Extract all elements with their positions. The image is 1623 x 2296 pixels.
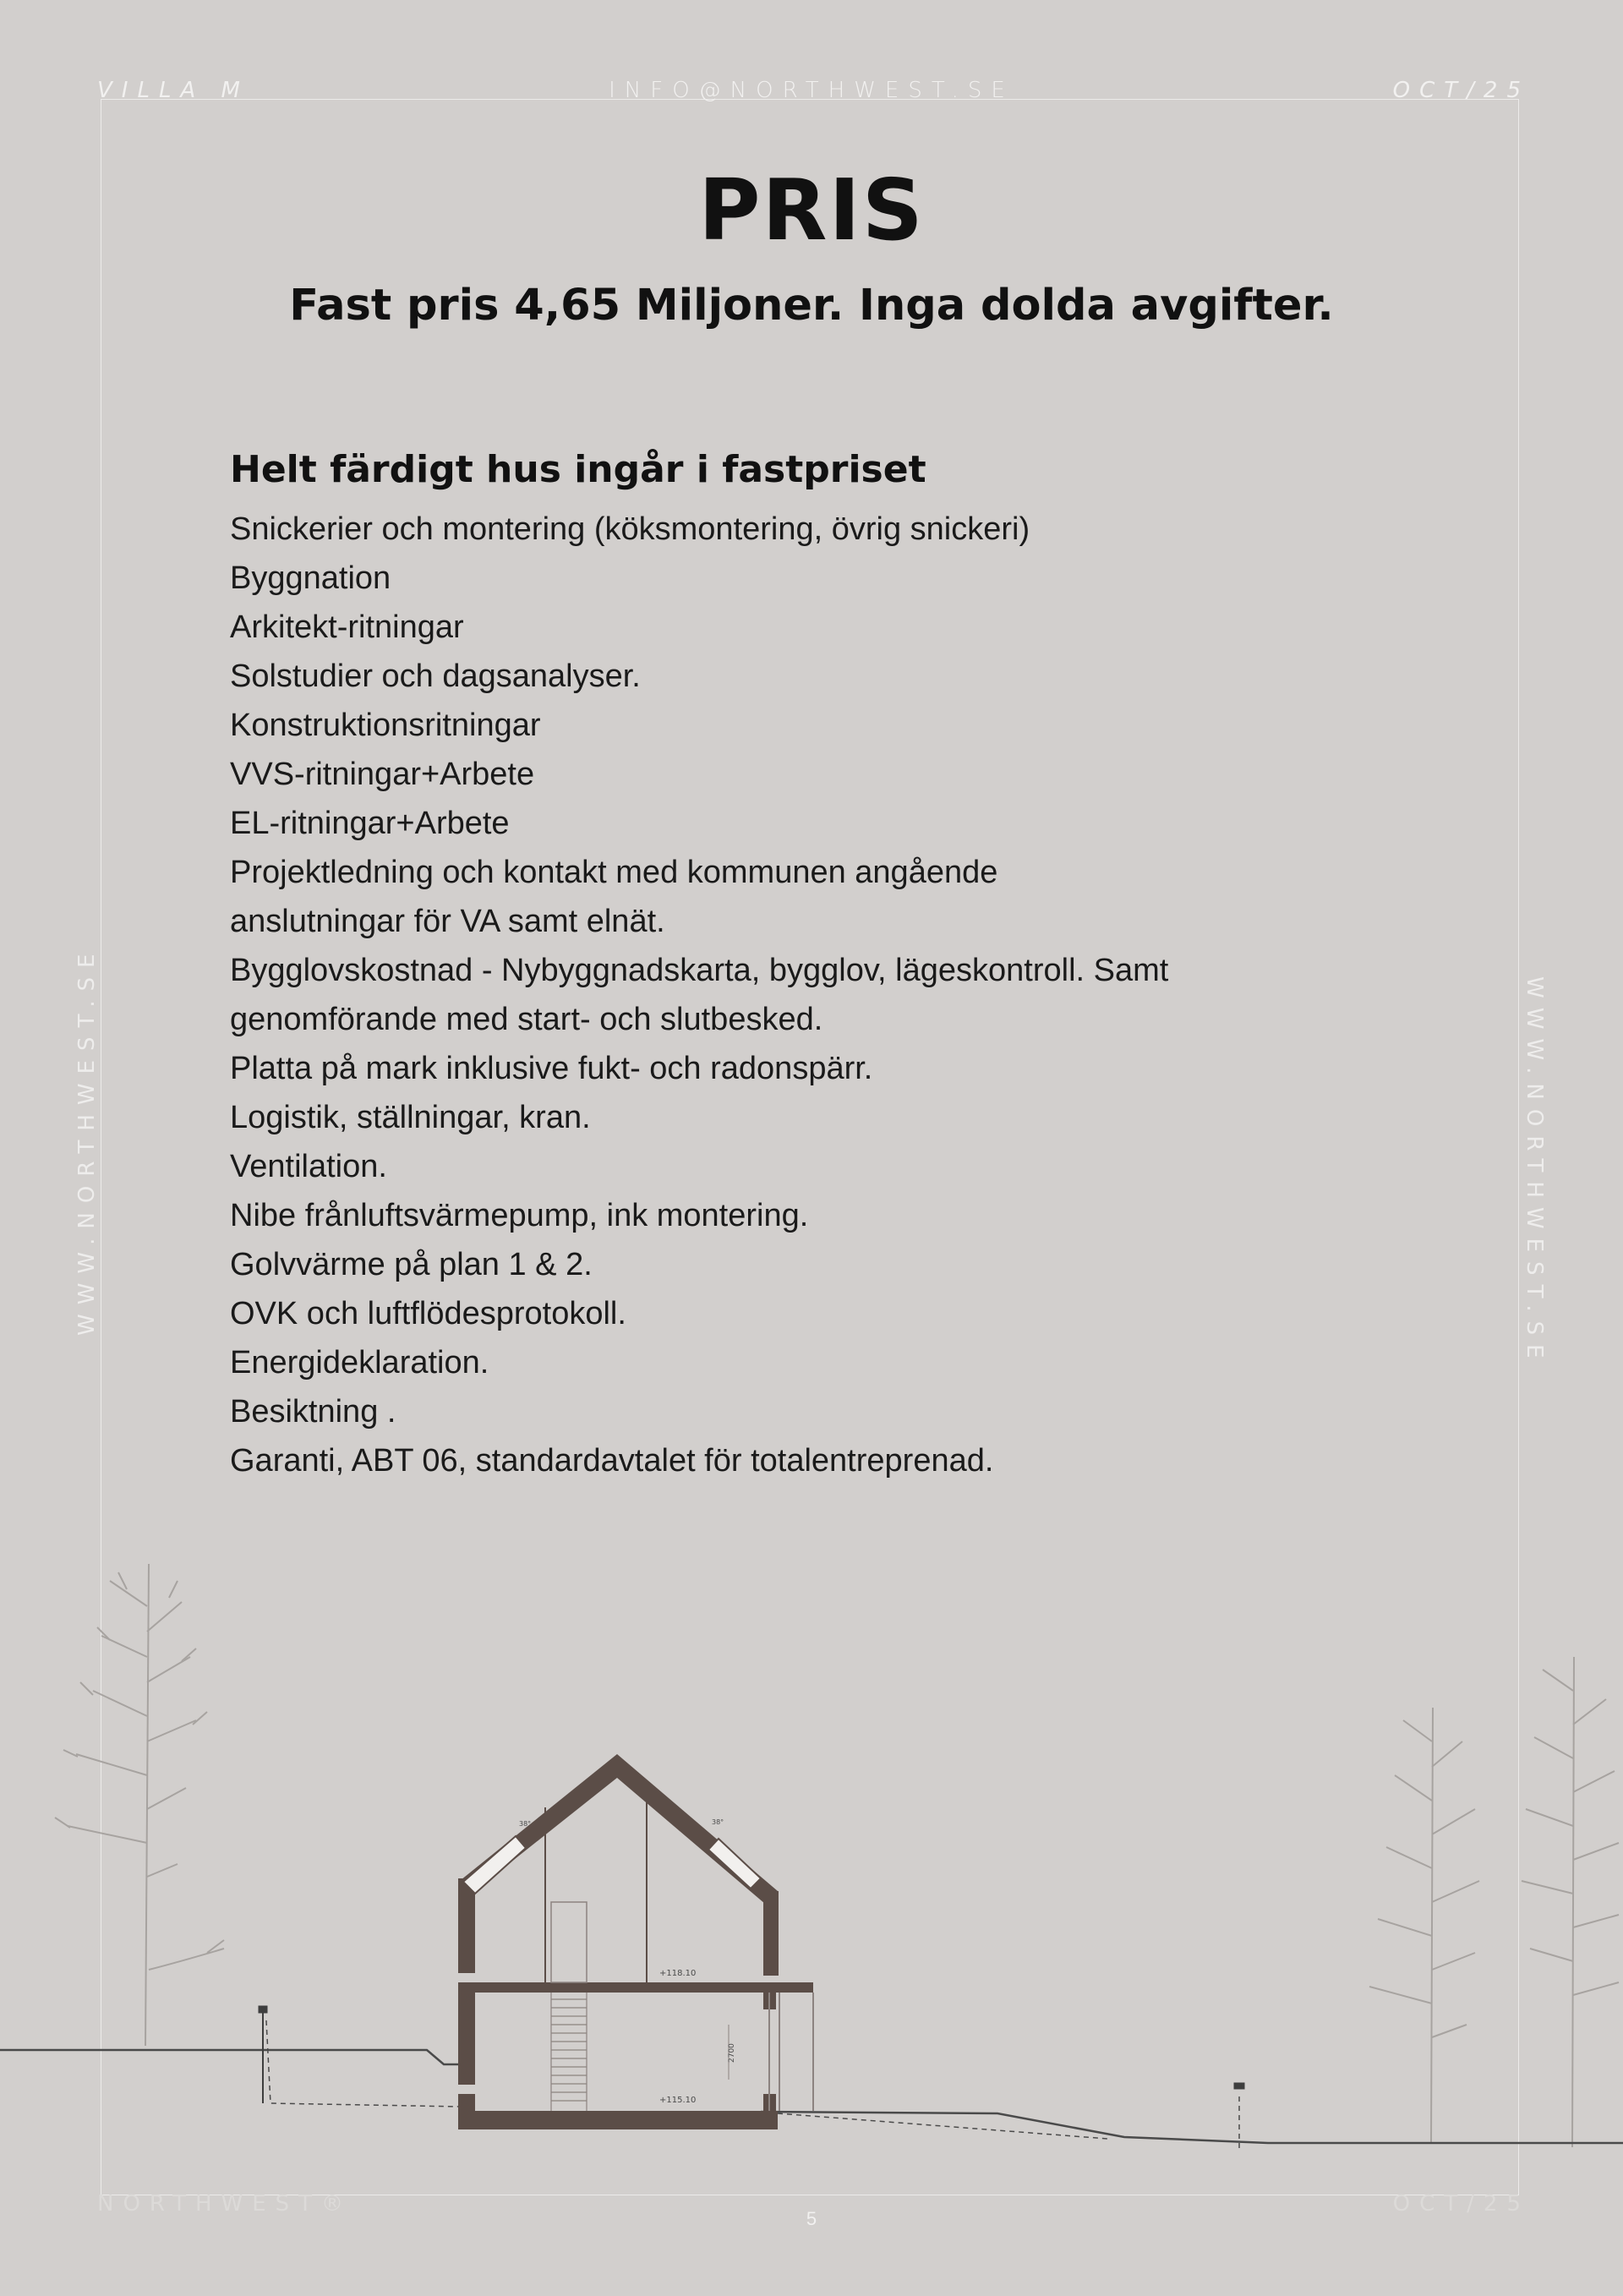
list-item: Platta på mark inklusive fukt- och radonspärr.	[230, 1051, 873, 1086]
list-item: VVS-ritningar+Arbete	[230, 757, 535, 792]
list-item: Ventilation.	[230, 1149, 387, 1184]
list-item: EL-ritningar+Arbete	[230, 806, 510, 841]
page-title: PRIS	[698, 161, 925, 260]
roof-angle-right: 38°	[712, 1818, 724, 1826]
list-item: Energideklaration.	[230, 1345, 489, 1380]
level-label-lower: +115.10	[659, 2096, 697, 2105]
list-item: Golvvärme på plan 1 & 2.	[230, 1247, 593, 1282]
house-section-drawing	[0, 1522, 1623, 2198]
list-item: Besiktning .	[230, 1394, 396, 1430]
house-section	[458, 1754, 813, 2129]
ground-line	[0, 2050, 1623, 2143]
tree-right-icon	[1369, 1657, 1619, 2147]
roof-angle-left: 38°	[519, 1820, 532, 1828]
list-item: Projektledning och kontakt med kommunen angående	[230, 855, 998, 890]
header-email[interactable]: INFO@NORTHWEST.SE	[609, 78, 1014, 103]
list-item: Konstruktionsritningar	[230, 708, 541, 743]
side-website-right: WWW.NORTHWEST.SE	[1522, 976, 1547, 1368]
list-item: Bygglovskostnad - Nybyggnadskarta, bygglov, lägeskontroll. Samt	[230, 953, 1169, 988]
house-stairs	[551, 1993, 587, 2111]
side-website-left: WWW.NORTHWEST.SE	[74, 944, 100, 1336]
house-windows	[463, 1836, 761, 1894]
tree-left-icon	[55, 1564, 224, 2046]
list-item: OVK och luftflödesprotokoll.	[230, 1296, 626, 1331]
header-date: OCT/25	[1392, 78, 1530, 103]
list-item: Byggnation	[230, 560, 391, 596]
list-item: Logistik, ställningar, kran.	[230, 1100, 591, 1135]
list-item: Nibe frånluftsvärmepump, ink montering.	[230, 1198, 809, 1233]
list-item: anslutningar för VA samt elnät.	[230, 904, 665, 939]
section-heading: Helt färdigt hus ingår i fastpriset	[230, 448, 926, 491]
header-project-name: VILLA M	[97, 78, 249, 103]
list-item: Garanti, ABT 06, standardavtalet för totalentreprenad.	[230, 1443, 994, 1479]
post-icons	[259, 2006, 1244, 2103]
list-item: Solstudier och dagsanalyser.	[230, 659, 641, 694]
list-item: genomförande med start- och slutbesked.	[230, 1002, 823, 1037]
page-number: 5	[806, 2208, 817, 2229]
level-label-upper: +118.10	[659, 1969, 697, 1978]
included-items-list	[230, 505, 1168, 1485]
height-dimension-label: 2700	[728, 2043, 736, 2063]
list-item: Snickerier och montering (köksmontering, övrig snickeri)	[230, 511, 1030, 547]
price-subtitle: Fast pris 4,65 Miljoner. Inga dolda avgifter.	[289, 281, 1334, 331]
footer-brand: NORTHWEST®	[97, 2191, 353, 2217]
list-item: Arkitekt-ritningar	[230, 610, 464, 645]
footer-date: OCT/25	[1392, 2191, 1530, 2217]
